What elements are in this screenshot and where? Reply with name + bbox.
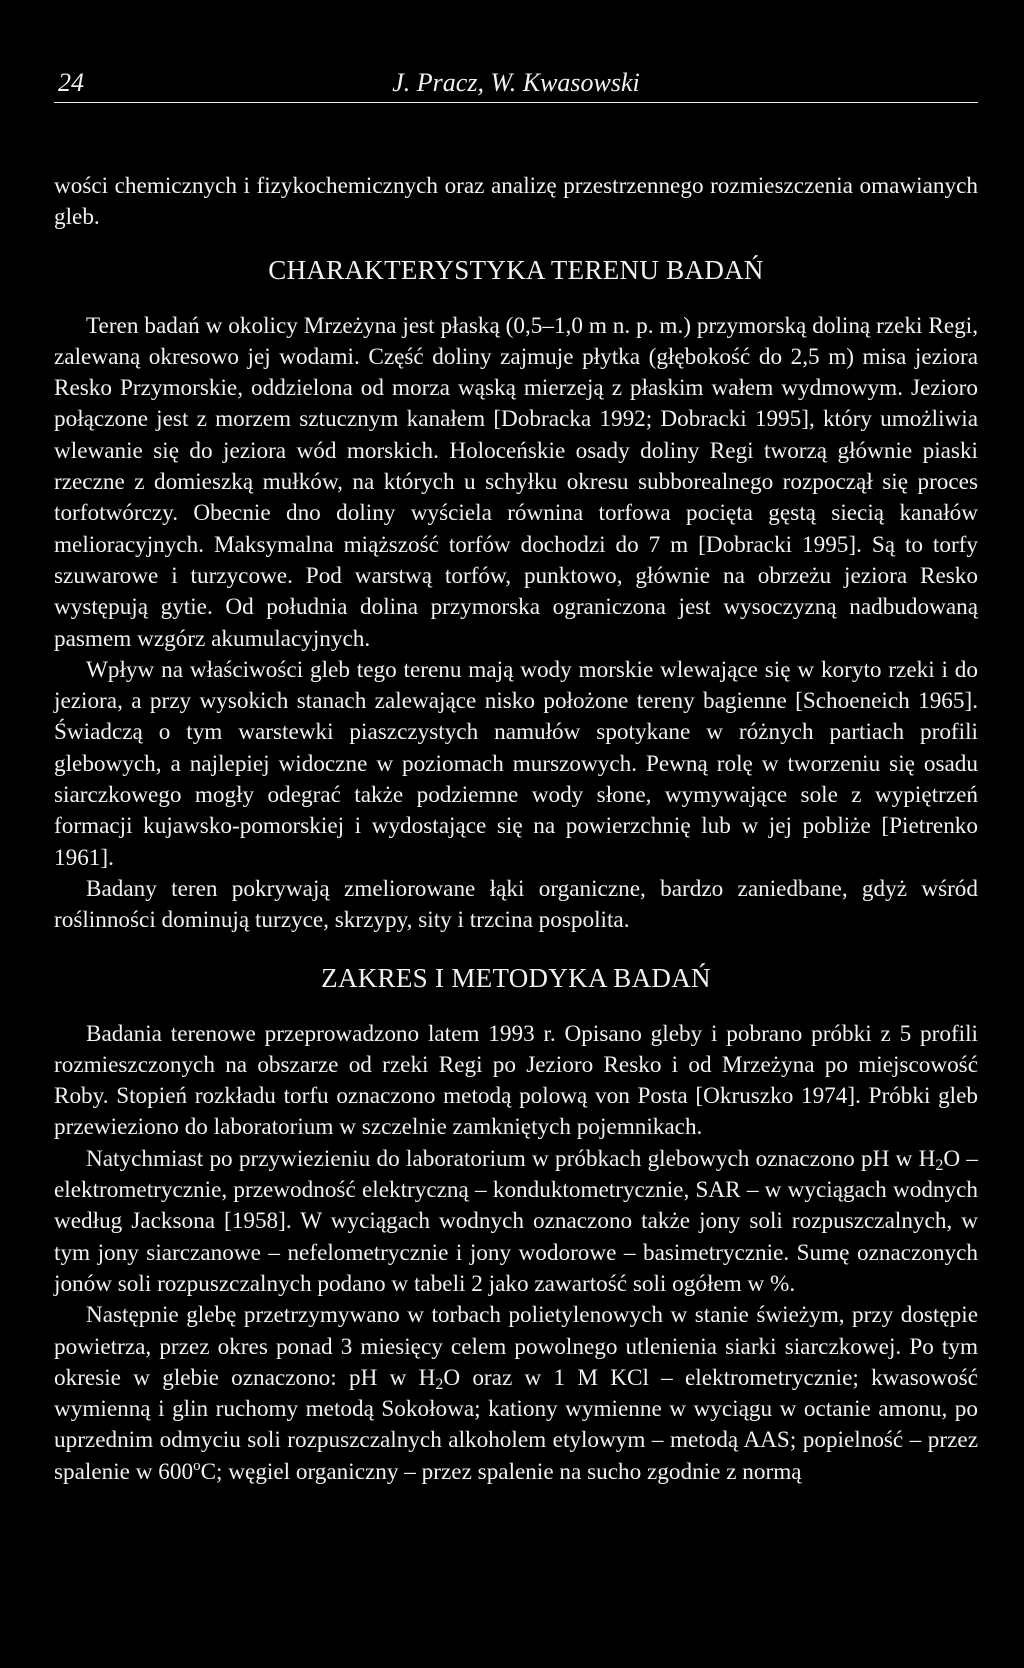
incubation-text-2: O oraz w 1 M KCl – elektrometrycznie; kwasowość wymienną i glin ruchomy metodą Sokołowa; kationy wymienne w wyciągu w octanie amonu, po uprzednim odmyciu soli rozpuszczalnych alkoholem etylowym – metodą AAS; popielność – przez spalenie w 600	[54, 1364, 978, 1485]
intro-paragraph: wości chemicznych i fizykochemicznych oraz analizę przestrzennego rozmieszczenia omawianych gleb.	[54, 173, 978, 231]
incubation-text-3: C; węgiel organiczny – przez spalenie na sucho zgodnie z normą	[200, 1458, 802, 1485]
body-text	[54, 171, 978, 1488]
paragraph-vegetation: Badany teren pokrywają zmeliorowane łąki organiczne, bardzo zaniedbane, gdyż wśród roślinności dominują turzyce, skrzypy, sity i trzcina pospolita.	[54, 875, 978, 934]
document-page	[54, 0, 978, 1668]
incubation-text-1: Następnie glebę przetrzymywano w torbach polietylenowych w stanie świeżym, przy dostępie powietrza, przez okres ponad 3 miesięcy celem powolnego utlenienia siarki siarczkowej. Po tym okresie w glebie oznaczono: pH w H	[54, 1302, 978, 1391]
paragraph-lab-analyses	[54, 1144, 978, 1300]
section-heading-site-characteristics: CHARAKTERYSTYKA TERENU BADAŃ	[268, 254, 764, 285]
lab-analyses-text-1: Natychmiast po przywiezieniu do laboratorium w próbkach glebowych oznaczono pH w H	[86, 1145, 936, 1172]
degree-superscript: o	[193, 1457, 201, 1474]
paragraph-incubation	[54, 1300, 978, 1488]
running-header	[54, 66, 978, 103]
formula-subscript: 2	[435, 1375, 444, 1393]
section-heading-scope-methods: ZAKRES I METODYKA BADAŃ	[321, 962, 711, 993]
formula-subscript: 2	[935, 1156, 944, 1174]
lab-analyses-text-2: O – elektrometrycznie, przewodność elektryczną – konduktometrycznie, SAR – w wyciągach wodnych według Jacksona [1958]. W wyciągach wodnych oznaczono także jony soli rozpuszczalnych, w tym jony siarczanowe – nefelometrycznie i jony wodorowe – basimetrycznie. Sumę oznaczonych jonów soli rozpuszczalnych podano w tabeli 2 jako zawartość soli ogółem w %.	[54, 1145, 978, 1297]
running-header-authors: J. Pracz, W. Kwasowski	[392, 68, 640, 97]
paragraph-sea-water-influence: Wpływ na właściwości gleb tego terenu mają wody morskie wlewające się w koryto rzeki i do jeziora, a przy wysokich stanach zalewające nisko położone tereny bagienne [Schoeneich 1965]. Świadczą o tym warstewki piaszczystych namułów spotykane w różnych partiach profili glebowych, a najlepiej widoczne w poziomach murszowych. Pewną rolę w tworzeniu się osadu siarczkowego mogły odegrać także podziemne wody słone, wymywające sole z wypiętrzeń formacji kujawsko-pomorskiej i wydostające się na powierzchnię lub w jej pobliże [Pietrenko 1961].	[54, 656, 978, 871]
paragraph-site-description: Teren badań w okolicy Mrzeżyna jest płaską (0,5–1,0 m n. p. m.) przymorską doliną rzeki Regi, zalewaną okresowo jej wodami. Część doliny zajmuje płytka (głębokość do 2,5 m) misa jeziora Resko Przymorskie, oddzielona od morza wąską mierzeją z płaskim wałem wydmowym. Jezioro połączone jest z morzem sztucznym kanałem [Dobracka 1992; Dobracki 1995], który umożliwia wlewanie się do jeziora wód morskich. Holoceńskie osady doliny Regi tworzą głównie piaski rzeczne z domieszką mułków, na których u schyłku okresu subborealnego rozpoczął się proces torfotwórczy. Obecnie dno doliny wyściela równina torfowa pocięta gęstą siecią kanałów melioracyjnych. Maksymalna miąższość torfów dochodzi do 7 m [Dobracki 1995]. Są to torfy szuwarowe i turzycowe. Pod warstwą torfów, punktowo, głównie na obrzeżu jeziora Resko występują gytie. Od południa dolina przymorska ograniczona jest wysoczyzną nadbudowaną pasmem wzgórz akumulacyjnych.	[54, 312, 978, 652]
paragraph-field-work: Badania terenowe przeprowadzono latem 1993 r. Opisano gleby i pobrano próbki z 5 profili rozmieszczonych na obszarze od rzeki Regi po Jezioro Resko i od Mrzeżyna po miejscowość Roby. Stopień rozkładu torfu oznaczono metodą polową von Posta [Okruszko 1974]. Próbki gleb przewieziono do laboratorium w szczelnie zamkniętych pojemnikach.	[54, 1020, 978, 1141]
page-number: 24	[58, 68, 84, 97]
